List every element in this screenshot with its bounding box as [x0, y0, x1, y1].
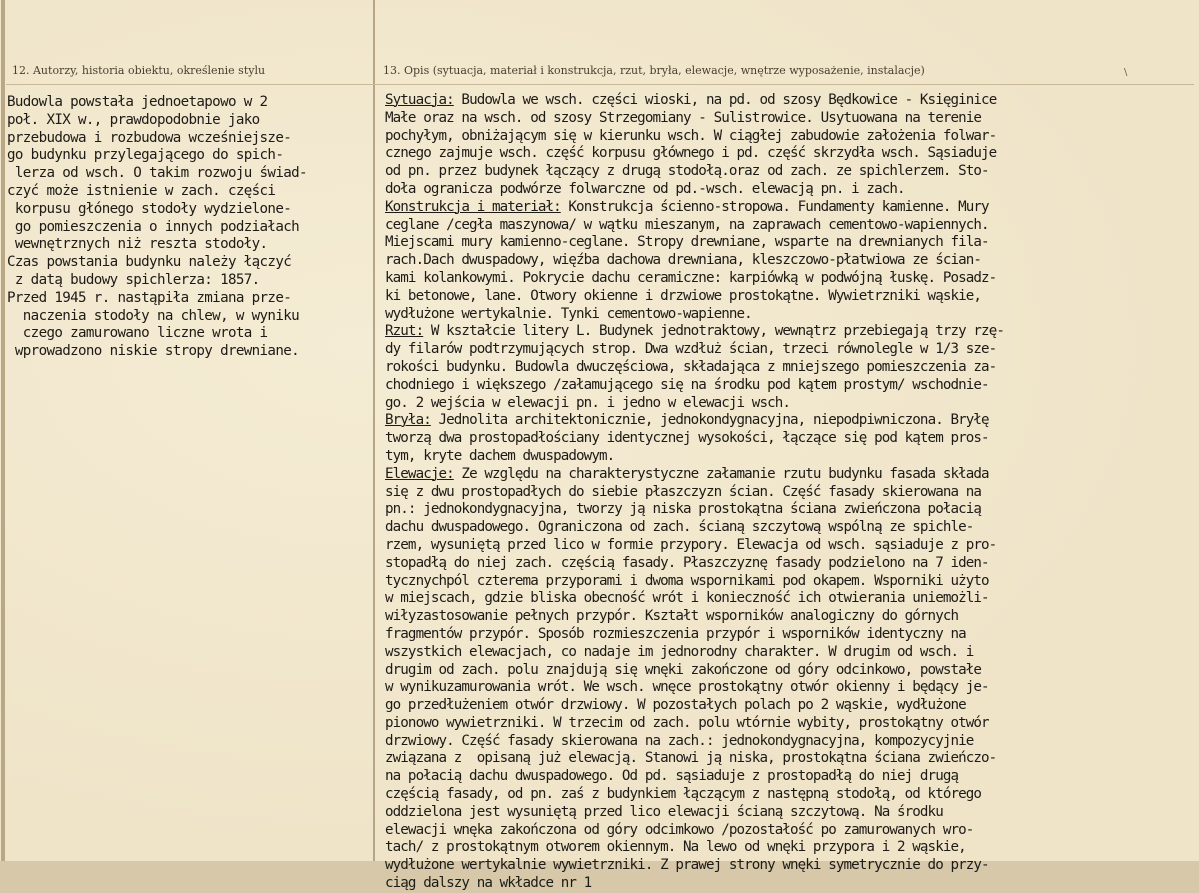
description-line: na połacią dachu dwuspadowego. Od pd. sąsiaduje z prostopadłą do niej drugą	[385, 768, 959, 785]
description-line: od pn. przez budynek łączący z drugą stodołą.oraz od zach. ze spichlerzem. Sto-	[385, 163, 989, 180]
history-line: go budynku przylegającego do spich-	[7, 147, 284, 164]
description-line: stopadłą do niej zach. częścią fasady. Płaszczyznę fasady podzielono na 7 iden-	[385, 554, 989, 571]
description-line: tym, kryte dachem dwuspadowym.	[385, 447, 615, 464]
section-heading-massing: Bryła:	[385, 412, 431, 429]
description-line: wiłyzastosowanie pełnych przypór. Kształt wsporników analogiczny do górnych	[385, 608, 959, 625]
description-line: drugim od zach. polu znajdują się wnęki zakończone od góry odcinkowo, powstałe	[385, 661, 982, 678]
history-line: lerza od wsch. O takim rozwoju świad-	[7, 165, 307, 182]
description-line: częścią fasady, od pn. zaś z budynkiem łączącym z następną stodołą, od którego	[385, 786, 982, 803]
description-line: Sytuacja: Budowla we wsch. części wioski, na pd. od szosy Będkowice - Księginice	[385, 92, 997, 108]
description-line: Rzut: W kształcie litery L. Budynek jednotraktowy, wewnątrz przebiegają trzy rzę-	[385, 323, 1004, 340]
history-line: korpusu głónego stodoły wydzielone-	[7, 200, 292, 217]
section-heading-plan: Rzut:	[385, 323, 424, 340]
section-heading-construction: Konstrukcja i materiał:	[385, 198, 561, 215]
left-field-header: 12. Autorzy, historia obiektu, określenie stylu	[12, 64, 266, 77]
description-line: pionowo wywietrzniki. W trzecim od zach. polu wtórnie wybity, prostokątny otwór	[385, 714, 989, 731]
section-heading-situation: Sytuacja:	[385, 92, 454, 108]
description-line: pn.: jednokondygnacyjna, tworzy ją niska prostokątna ściana zwieńczona połacią	[385, 501, 982, 518]
description-line: wydłużone wertykalnie. Tynki cementowo-wapienne.	[385, 305, 752, 322]
description-line: w wynikuzamurowania wrót. We wsch. wnęce prostokątny otwór okienny i będący je-	[385, 679, 989, 696]
description-line: chodniego i większego /załamującego się na środku pod kątem prostym/ wschodnie-	[385, 376, 989, 393]
description-line: w miejscach, gdzie bliska obecność wrót i konieczność ich otwierania uniemożli-	[385, 590, 989, 607]
history-line: czyć może istnienie w zach. części	[7, 182, 276, 199]
description-line: Miejscami mury kamienno-ceglane. Stropy drewniane, wsparte na drewnianych fila-	[385, 234, 989, 251]
history-line: wprowadzono niskie stropy drewniane.	[7, 343, 299, 360]
description-line: związana z opisaną już elewacją. Stanowi ją niska, prostokątna ściana zwieńczo-	[385, 750, 997, 767]
pencil-mark: \	[1124, 67, 1128, 78]
description-line: cznego zajmuje wsch. część korpusu głównego i pd. część skrzydła wsch. Sąsiaduje	[385, 145, 997, 162]
description-line: drzwiowy. Część fasady skierowana na zach.: jednokondygnacyjna, kompozycyjnie	[385, 732, 974, 749]
description-line: wydłużone wertykalnie wywietrzniki. Z prawej strony wnęki symetrycznie do przy-	[385, 857, 989, 874]
card-left-edge-rule	[1, 0, 5, 861]
description-line: dy filarów podtrzymujących strop. Dwa wzdłuż ścian, trzeci równolegle w 1/3 sze-	[385, 341, 997, 358]
continuation-note: ciąg dalszy na wkładce nr 1	[385, 875, 592, 892]
description-line: oddzielona jest wysuniętą przed lico elewacji ścianą szczytową. Na środku	[385, 803, 943, 820]
description-text-column	[385, 92, 1195, 893]
header-separator-rule	[6, 84, 1194, 85]
history-line: poł. XIX w., prawdopodobnie jako	[7, 111, 260, 128]
description-line: rach.Dach dwuspadowy, więźba dachowa drewniana, kleszczowo-płatwiowa ze ścian-	[385, 252, 982, 269]
description-line: go przedłużeniem otwór drzwiowy. W pozostałych polach po 2 wąskie, wydłużone	[385, 697, 966, 714]
description-line: fragmentów przypór. Sposób rozmieszczenia przypór i wsporników identyczny na	[385, 625, 966, 642]
description-line: Bryła: Jednolita architektonicznie, jednokondygnacyjna, niepodpiwniczona. Bryłę	[385, 412, 989, 429]
column-divider-rule	[373, 0, 375, 861]
description-line: rzem, wysuniętą przed lico w formie przypory. Elewacja od wsch. sąsiaduje z pro-	[385, 536, 997, 553]
description-line: się z dwu prostopadłych do siebie płaszczyzn ścian. Część fasady skierowana na	[385, 483, 982, 500]
history-line: Budowla powstała jednoetapowo w 2	[7, 94, 268, 110]
description-line: pochyłym, obniżającym się w kierunku wsch. W ciągłej zabudowie założenia folwar-	[385, 127, 997, 144]
description-line: elewacji wnęka zakończona od góry odcimkowo /pozostałość po zamurowanych wro-	[385, 821, 974, 838]
history-text-column	[7, 94, 371, 361]
history-line: wewnętrznych niż reszta stodoły.	[7, 236, 268, 253]
description-line: Konstrukcja i materiał: Konstrukcja ścienno-stropowa. Fundamenty kamienne. Mury	[385, 198, 989, 215]
description-line: kami kolankowymi. Pokrycie dachu ceramiczne: karpiówką w podwójną łuskę. Posadz-	[385, 269, 997, 286]
description-line: tworzą dwa prostopadłościany identycznej wysokości, łączące się pod kątem pros-	[385, 430, 989, 447]
history-line: Przed 1945 r. nastąpiła zmiana prze-	[7, 289, 292, 306]
history-line: naczenia stodoły na chlew, w wyniku	[7, 307, 299, 324]
description-line: Małe oraz na wsch. od szosy Strzegomiany - Sulistrowice. Usytuowana na terenie	[385, 109, 982, 126]
description-line: Elewacje: Ze względu na charakterystyczne załamanie rzutu budynku fasada składa	[385, 465, 989, 482]
description-line: tach/ z prostokątnym otworem okiennym. Na lewo od wnęki przypora i 2 wąskie,	[385, 839, 966, 856]
right-field-header: 13. Opis (sytuacja, materiał i konstrukcja, rzut, bryła, elewacje, wnętrze wyposażenie, instalacje)	[383, 64, 925, 77]
history-line: Czas powstania budynku należy łączyć	[7, 254, 292, 271]
description-line: ki betonowe, lane. Otwory okienne i drzwiowe prostokątne. Wywietrzniki wąskie,	[385, 287, 982, 304]
description-line: tycznychpól czterema przyporami i dwoma wspornikami pod okapem. Wsporniki użyto	[385, 572, 989, 589]
description-line: ceglane /cegła maszynowa/ w wątku mieszanym, na zaprawach cementowo-wapiennych.	[385, 216, 989, 233]
history-line: przebudowa i rozbudowa wcześniejsze-	[7, 129, 292, 146]
history-line: go pomieszczenia o innych podziałach	[7, 218, 299, 235]
description-line: wszystkich elewacjach, co nadaje im jednorodny charakter. W drugim od wsch. i	[385, 643, 974, 660]
description-line: rokości budynku. Budowla dwuczęściowa, składająca z mniejszego pomieszczenia za-	[385, 358, 997, 375]
description-line: dachu dwuspadowego. Ograniczona od zach. ścianą szczytową wspólną ze spichle-	[385, 519, 974, 536]
history-line: z datą budowy spichlerza: 1857.	[7, 271, 260, 288]
description-line: doła ogranicza podwórze folwarczne od pd.-wsch. elewacją pn. i zach.	[385, 180, 905, 197]
history-line: czego zamurowano liczne wrota i	[7, 325, 268, 342]
section-heading-elevations: Elewacje:	[385, 465, 454, 482]
description-line: go. 2 wejścia w elewacji pn. i jedno w elewacji wsch.	[385, 394, 791, 411]
